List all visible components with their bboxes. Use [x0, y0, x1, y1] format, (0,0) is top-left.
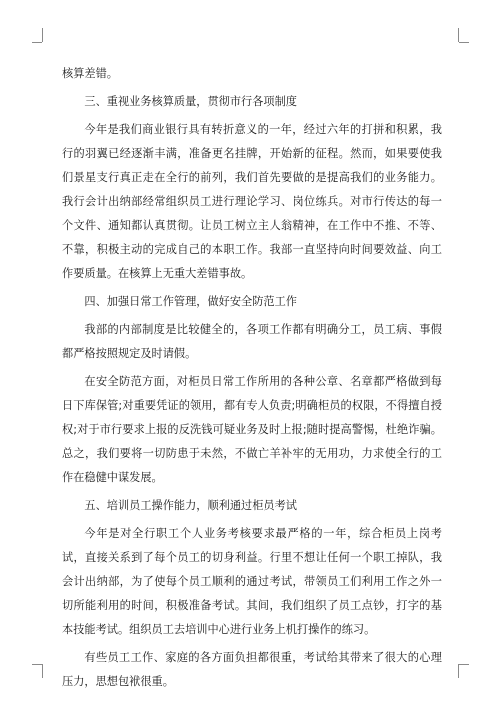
- paragraph-employee-burden: 有些员工工作、家庭的各方面负担都很重，考试给其带来了很大的心理压力，思想包袱很重。: [62, 651, 442, 688]
- document-body: [62, 62, 442, 698]
- paragraph-exam-training: 今年是对全行职工个人业务考核要求最严格的一年，综合柜员上岗考试，直接关系到了每个员工的切身利益。行里不想让任何一个职工掉队，我会计出纳部，为了使每个员工顺利的通过考试，带领员工们利用工作之外一切所能利用的时间，积极准备考试。其间，我们组织了员工点钞，打字的基本技能考试。组织员工去培训中心进行业务上机打操作的练习。: [62, 527, 442, 636]
- paragraph-security: 在安全防范方面，对柜员日常工作所用的各种公章、名章都严格做到每日下库保管;对重要凭证的领用，都有专人负责;明确柜员的权限，不得擅自授权;对于市行要求上报的反洗钱可疑业务及时上报;随时提高警惕，杜绝诈骗。总之，我们要将一切防患于未然，不做亡羊补牢的无用功，力求使全行的工作在稳健中谋发展。: [62, 375, 442, 484]
- paragraph-business-quality: 今年是我们商业银行具有转折意义的一年，经过六年的打拼和积累，我行的羽翼已经逐渐丰满，准备更名挂牌，开始新的征程。然而，如果要使我们景星支行真正走在全行的前列，我们首先要做的是提高我们的业务能力。我行会计出纳部经常组织员工进行理论学习、岗位练兵。对市行传达的每一个文件、通知都认真贯彻。让员工树立主人翁精神，在工作中不推、不等、不靠，积极主动的完成自己的本职工作。我部一直坚持向时间要效益、向工作要质量。在核算上无重大差错事故。: [62, 123, 442, 280]
- paragraph-continuation: 核算差错。: [62, 67, 118, 80]
- section-heading-3: 三、重视业务核算质量，贯彻市行各项制度: [84, 95, 297, 108]
- section-heading-5: 五、培训员工操作能力，顺利通过柜员考试: [84, 499, 297, 512]
- section-heading-4: 四、加强日常工作管理，做好安全防范工作: [84, 295, 297, 308]
- paragraph-internal-system: 我部的内部制度是比较健全的，各项工作都有明确分工，员工病、事假都严格按照规定及时请假。: [62, 323, 442, 360]
